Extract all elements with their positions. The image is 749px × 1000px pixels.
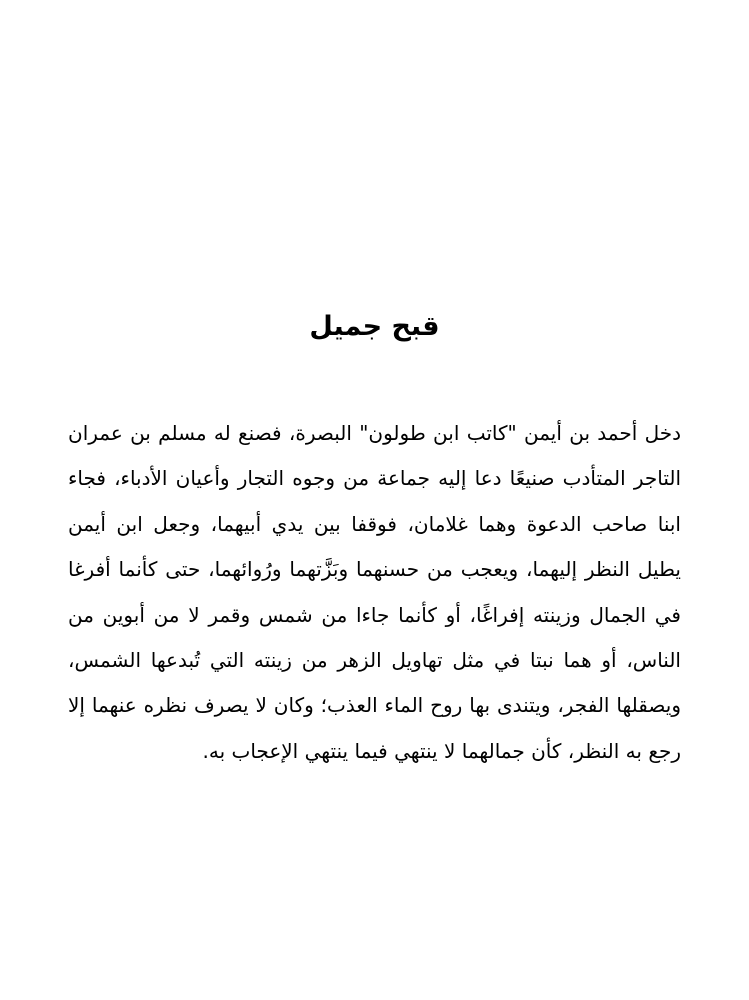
document-paragraph: دخل أحمد بن أيمن "كاتب ابن طولون" البصرة، فصنع له مسلم بن عمران التاجر المتأدب صنيعًا دعا إليه جماعة من وجوه التجار وأعيان الأدباء، فجاء ابنا صاحب الدعوة وهما غلامان، فوقفا بين يدي أبيهما، وجعل ابن أيمن يطيل النظر إليهما، ويعجب من حسنهما وبَزَّتهما ورُوائهما، حتى كأنما أفرغا في الجمال وزينته إفراغًا، أو كأنما جاءا من شمس وقمر لا من أبوين من الناس، أو هما نبتا في مثل تهاويل الزهر من زينته التي تُبدعها الشمس، ويصقلها الفجر، ويتندى بها روح الماء العذب؛ وكان لا يصرف نظره عنهما إلا رجع به النظر، كأن جمالهما لا ينتهي فيما ينتهي الإعجاب به. — [68, 421, 681, 763]
document-title: قبح جميل — [309, 311, 440, 342]
